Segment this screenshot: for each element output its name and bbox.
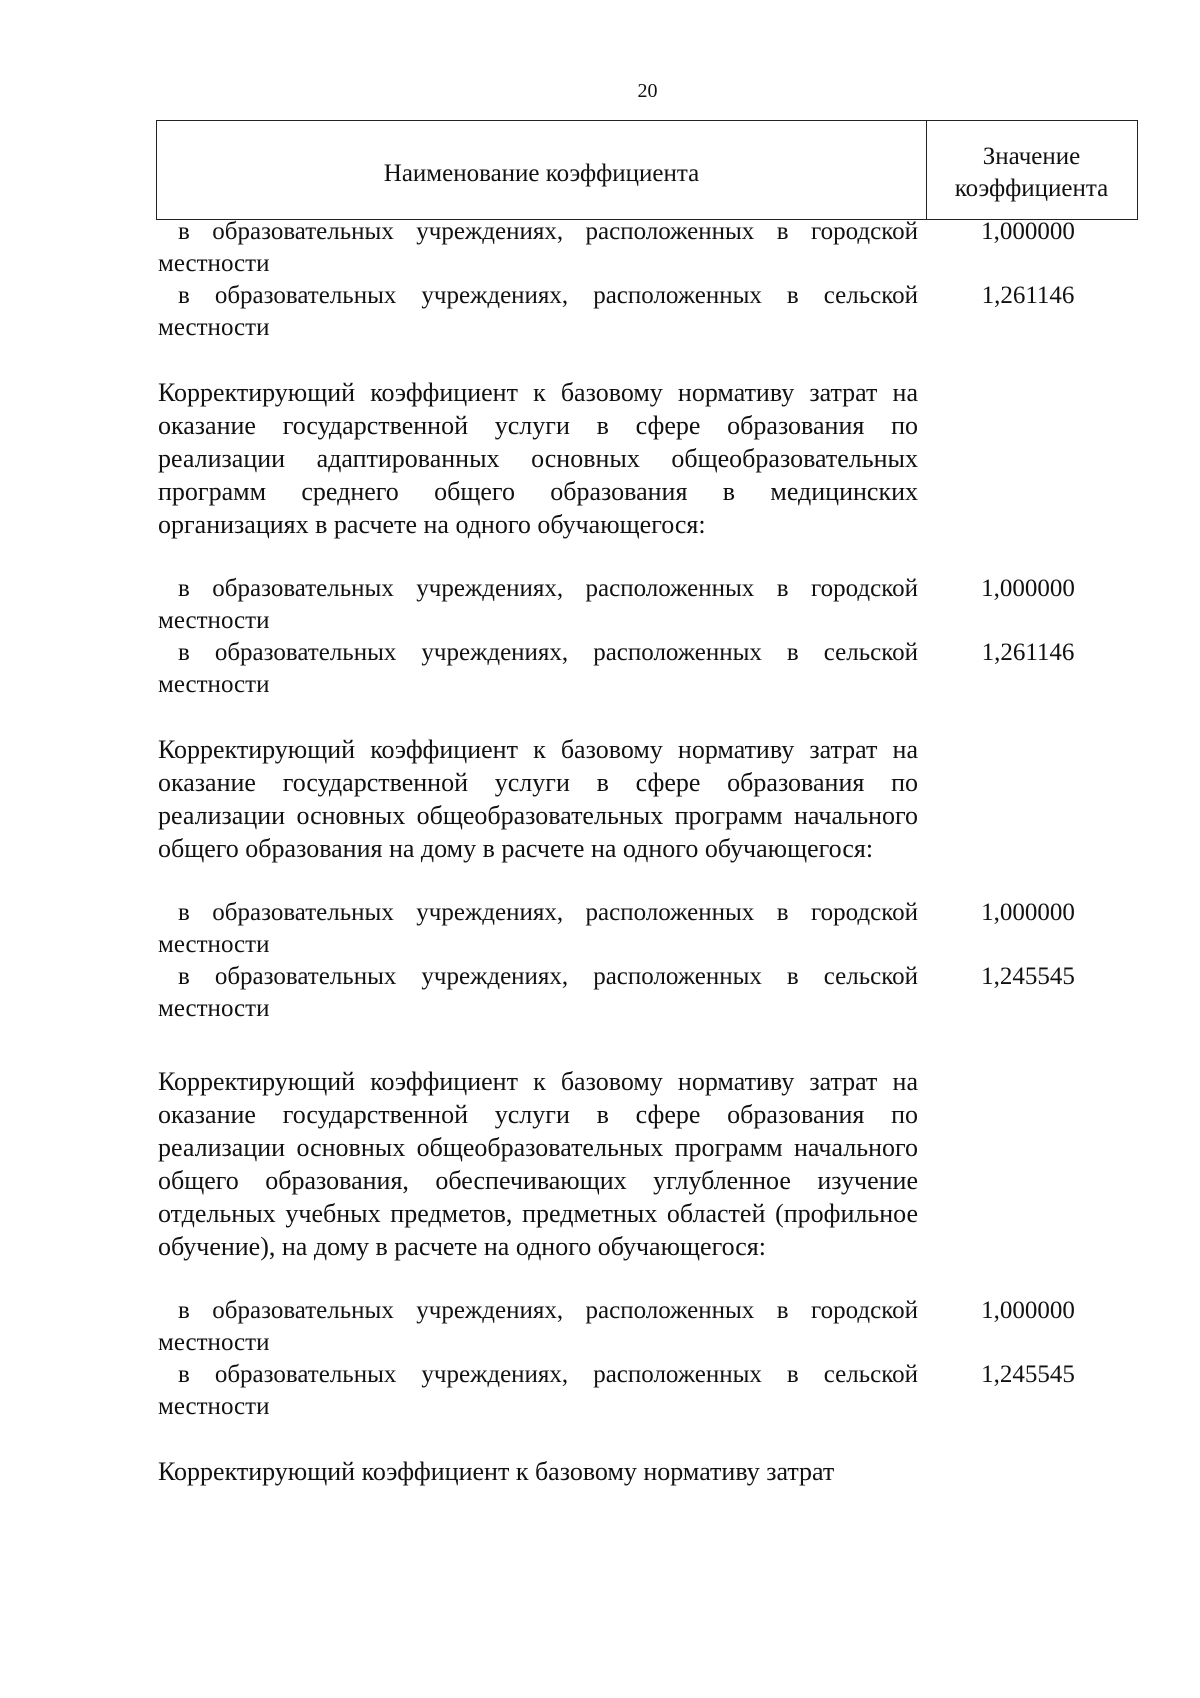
row-value: 1,245545 xyxy=(981,963,1075,990)
coefficient-row-urban xyxy=(158,216,1128,280)
row-description: в образовательных учреждениях, расположенных в городской местности xyxy=(158,1297,918,1356)
row-description: в образовательных учреждениях, расположенных в сельской местности xyxy=(158,963,918,1022)
row-value: 1,261146 xyxy=(981,282,1075,309)
header-coefficient-name: Наименование коэффициента xyxy=(157,121,927,219)
header-coefficient-value xyxy=(927,121,1136,219)
coefficient-list xyxy=(158,216,1128,1488)
section-heading: Корректирующий коэффициент к базовому нормативу затрат на оказание государственной услуги в сфере образования по реализации основных общеобразовательных программ начального общего образования, обеспечивающих углубленное изучение отдельных учебных предметов, предметных областей (профильное обучение), на дому в расчете на одного обучающегося: xyxy=(158,1067,918,1261)
coefficient-row-urban xyxy=(158,897,1128,961)
row-description: в образовательных учреждениях, расположенных в городской местности xyxy=(158,218,918,277)
row-value: 1,000000 xyxy=(981,1297,1075,1324)
header-value-line1: Значение xyxy=(982,143,1081,170)
row-description: в образовательных учреждениях, расположенных в сельской местности xyxy=(158,282,918,341)
coefficient-table-header xyxy=(156,120,1138,220)
row-value: 1,000000 xyxy=(981,575,1075,602)
row-description: в образовательных учреждениях, расположенных в сельской местности xyxy=(158,639,918,698)
coefficient-row-urban xyxy=(158,573,1128,637)
row-value: 1,261146 xyxy=(981,639,1075,666)
row-description: в образовательных учреждениях, расположенных в городской местности xyxy=(158,899,918,958)
row-description: в образовательных учреждениях, расположенных в сельской местности xyxy=(158,1361,918,1420)
row-value: 1,000000 xyxy=(981,899,1075,926)
section-heading: Корректирующий коэффициент к базовому нормативу затрат на оказание государственной услуги в сфере образования по реализации основных общеобразовательных программ начального общего образования на дому в расчете на одного обучающегося: xyxy=(158,735,918,863)
coefficient-row-urban xyxy=(158,1295,1128,1359)
coefficient-row-rural xyxy=(158,280,1128,344)
coefficient-row-rural xyxy=(158,961,1128,1025)
section-heading: Корректирующий коэффициент к базовому нормативу затрат xyxy=(158,1457,835,1486)
coefficient-row-rural xyxy=(158,637,1128,701)
coefficient-row-rural xyxy=(158,1359,1128,1423)
row-description: в образовательных учреждениях, расположенных в городской местности xyxy=(158,575,918,634)
page-number: 20 xyxy=(637,80,658,102)
row-value: 1,245545 xyxy=(981,1361,1075,1388)
section-heading: Корректирующий коэффициент к базовому нормативу затрат на оказание государственной услуги в сфере образования по реализации адаптированных основных общеобразовательных программ среднего общего образования в медицинских организациях в расчете на одного обучающегося: xyxy=(158,378,918,539)
header-value-line2: коэффициента xyxy=(954,175,1109,202)
row-value: 1,000000 xyxy=(981,218,1075,245)
